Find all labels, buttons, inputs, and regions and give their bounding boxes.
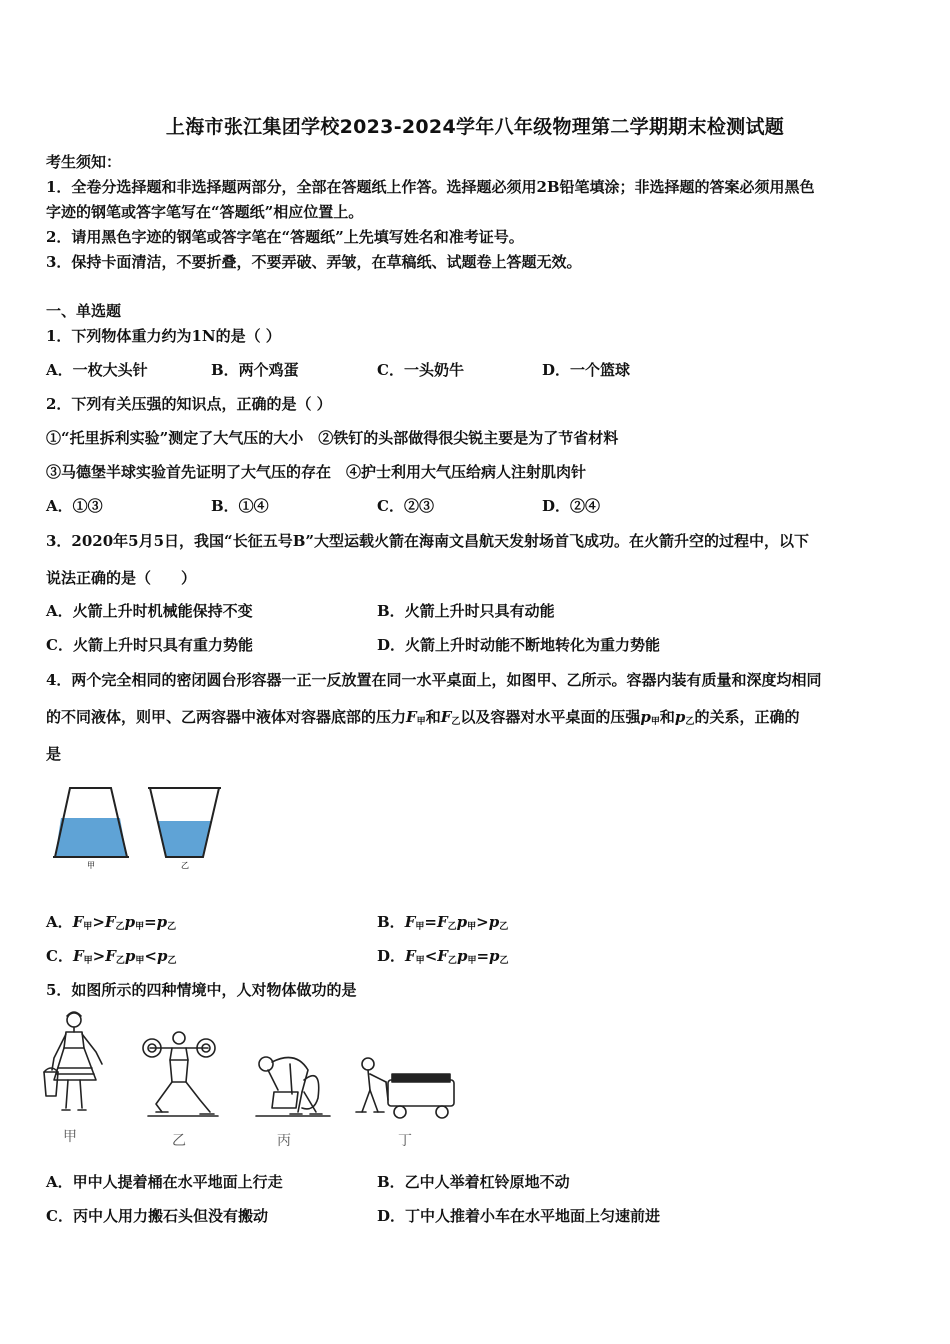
- fig-label-jia: 甲: [63, 1129, 77, 1145]
- q3-option-d: D．火箭上升时动能不断地转化为重力势能: [377, 636, 661, 654]
- q2-option-d: D．②④: [542, 497, 601, 515]
- notice-heading: 考生须知：: [46, 153, 122, 171]
- q4-text-e: 的关系，正确的: [694, 708, 800, 726]
- q4-option-c: [46, 945, 176, 972]
- q5-option-b: B．乙中人举着杠铃原地不动: [377, 1173, 570, 1191]
- var-p: p: [124, 947, 136, 965]
- relation-2: =: [476, 947, 490, 965]
- var-F: F: [406, 708, 417, 726]
- q5-option-a: A．甲中人提着桶在水平地面上行走: [46, 1173, 283, 1191]
- relation-2: >: [476, 913, 489, 931]
- q5-option-d: D．丁中人推着小车在水平地面上匀速前进: [377, 1207, 661, 1225]
- var-F: F: [105, 947, 116, 965]
- relation-2: <: [144, 947, 157, 965]
- q1-option-a: A．一枚大头针: [46, 361, 148, 379]
- relation-1: >: [92, 947, 106, 965]
- option-letter: B．: [377, 913, 405, 931]
- sub-yi: 乙: [447, 922, 457, 932]
- q3-option-a: A．火箭上升时机械能保持不变: [46, 602, 253, 620]
- var-p: p: [674, 708, 686, 726]
- scene-jia-person-bucket: [44, 1012, 102, 1110]
- q1-stem: 1．下列物体重力约为1N的是（ ）: [46, 327, 281, 345]
- relation-2: =: [144, 913, 157, 931]
- q5-option-c: C．丙中人用力搬石头但没有搬动: [46, 1207, 268, 1225]
- scene-yi-weightlifter: [143, 1032, 218, 1116]
- q1-option-c: C．一头奶牛: [377, 361, 464, 379]
- q2-stem: 2．下列有关压强的知识点，正确的是（ ）: [46, 395, 332, 413]
- notice-item-2: 2．请用黑色字迹的钢笔或答字笔在“答题纸”上先填写姓名和准考证号。: [46, 228, 524, 246]
- q4-stem-line3: 是: [46, 745, 62, 763]
- var-p: p: [488, 913, 500, 931]
- section-heading: 一、单选题: [46, 302, 122, 320]
- var-p: p: [156, 913, 168, 931]
- q2-statements-1: ①“托里拆利实验”测定了大气压的大小 ②铁钉的头部做得很尖锐主要是为了节省材料: [46, 429, 619, 447]
- sub-jia: 甲: [83, 922, 93, 932]
- q2-option-c: C．②③: [377, 497, 434, 515]
- q3-option-b: B．火箭上升时只具有动能: [377, 602, 555, 620]
- q4-text-a: 的不同液体，则甲、乙两容器中液体对容器底部的压力: [46, 708, 407, 726]
- option-letter: A．: [46, 913, 73, 931]
- sub-jia: 甲: [467, 956, 477, 966]
- fig-label-yi: 乙: [172, 1133, 186, 1149]
- fig-label-bing: 丙: [277, 1133, 291, 1149]
- var-p: p: [456, 947, 468, 965]
- var-F: F: [404, 913, 416, 931]
- relation-1: >: [92, 913, 105, 931]
- sub-yi: 乙: [115, 922, 125, 932]
- var-p: p: [489, 947, 500, 965]
- q4-option-d: [377, 945, 509, 972]
- q1-option-d: D．一个篮球: [542, 361, 631, 379]
- q2-option-b: B．①④: [211, 497, 269, 515]
- var-p: p: [640, 708, 651, 726]
- notice-item-1-cont: 字迹的钢笔或答字笔写在“答题纸”相应位置上。: [46, 203, 364, 221]
- scene-ding-person-cart: [356, 1058, 454, 1118]
- q4-text-b: 和: [425, 708, 441, 726]
- container-figure: [50, 784, 230, 876]
- sub-jia: 甲: [135, 956, 145, 966]
- var-F: F: [405, 947, 416, 965]
- notice-item-1: 1．全卷分选择题和非选择题两部分，全部在答题纸上作答。选择题必须用2B铅笔填涂；非选择题的答案必须用黑色: [46, 178, 815, 196]
- container-yi: [148, 788, 221, 857]
- sub-jia: 甲: [650, 717, 660, 727]
- sub-yi: 乙: [115, 956, 125, 966]
- sub-jia: 甲: [135, 922, 145, 932]
- fig-label-jia: 甲: [87, 861, 95, 870]
- sub-jia: 甲: [467, 922, 477, 932]
- q3-option-c: C．火箭上升时只具有重力势能: [46, 636, 253, 654]
- fig-label-ding: 丁: [398, 1133, 412, 1149]
- container-jia: [53, 788, 129, 857]
- var-p: p: [156, 947, 168, 965]
- q3-stem-line2: 说法正确的是（ ）: [46, 569, 197, 587]
- sub-yi: 乙: [447, 956, 457, 966]
- q2-statements-2: ③马德堡半球实验首先证明了大气压的存在 ④护士利用大气压给病人注射肌肉针: [46, 463, 587, 481]
- sub-yi: 乙: [451, 717, 461, 727]
- q4-text-c: 以及容器对水平桌面的压强: [460, 708, 641, 726]
- sub-yi: 乙: [167, 956, 177, 966]
- sub-jia: 甲: [415, 956, 425, 966]
- var-F: F: [436, 913, 448, 931]
- sub-yi: 乙: [167, 922, 177, 932]
- q4-stem-line1: 4．两个完全相同的密闭圆台形容器一正一反放置在同一水平桌面上，如图甲、乙所示。容器内装有质量和深度均相同: [46, 671, 822, 689]
- sub-jia: 甲: [415, 922, 425, 932]
- sub-jia: 甲: [416, 717, 426, 727]
- var-F: F: [440, 708, 452, 726]
- q4-option-a: [46, 911, 176, 938]
- var-F: F: [104, 913, 116, 931]
- relation-1: <: [424, 947, 438, 965]
- q2-option-a: A．①③: [46, 497, 103, 515]
- q4-text-d: 和: [659, 708, 675, 726]
- work-scenes-figure: [40, 1008, 470, 1153]
- page-title: 上海市张江集团学校2023-2024学年八年级物理第二学期期末检测试题: [165, 116, 785, 138]
- sub-yi: 乙: [685, 717, 695, 727]
- option-letter: D．: [377, 947, 406, 965]
- var-F: F: [437, 947, 448, 965]
- fig-label-yi: 乙: [181, 861, 189, 870]
- var-F: F: [72, 913, 84, 931]
- q5-stem: 5．如图所示的四种情境中，人对物体做功的是: [46, 981, 357, 999]
- q4-option-b: [377, 911, 508, 938]
- q1-option-b: B．两个鸡蛋: [211, 361, 299, 379]
- sub-yi: 乙: [499, 956, 509, 966]
- var-p: p: [456, 913, 468, 931]
- option-letter: C．: [46, 947, 73, 965]
- sub-yi: 乙: [499, 922, 509, 932]
- liquid-jia: [55, 818, 127, 857]
- notice-item-3: 3．保持卡面清洁，不要折叠，不要弄破、弄皱，在草稿纸、试题卷上答题无效。: [46, 253, 582, 271]
- scene-bing-person-stone: [256, 1057, 330, 1116]
- relation-1: =: [424, 913, 437, 931]
- q4-stem-line2: [46, 706, 799, 733]
- var-F: F: [72, 947, 84, 965]
- q3-stem-line1: 3．2020年5月5日，我国“长征五号B”大型运载火箭在海南文昌航天发射场首飞成功。在火箭升空的过程中，以下: [46, 532, 809, 550]
- sub-jia: 甲: [83, 956, 93, 966]
- var-p: p: [124, 913, 136, 931]
